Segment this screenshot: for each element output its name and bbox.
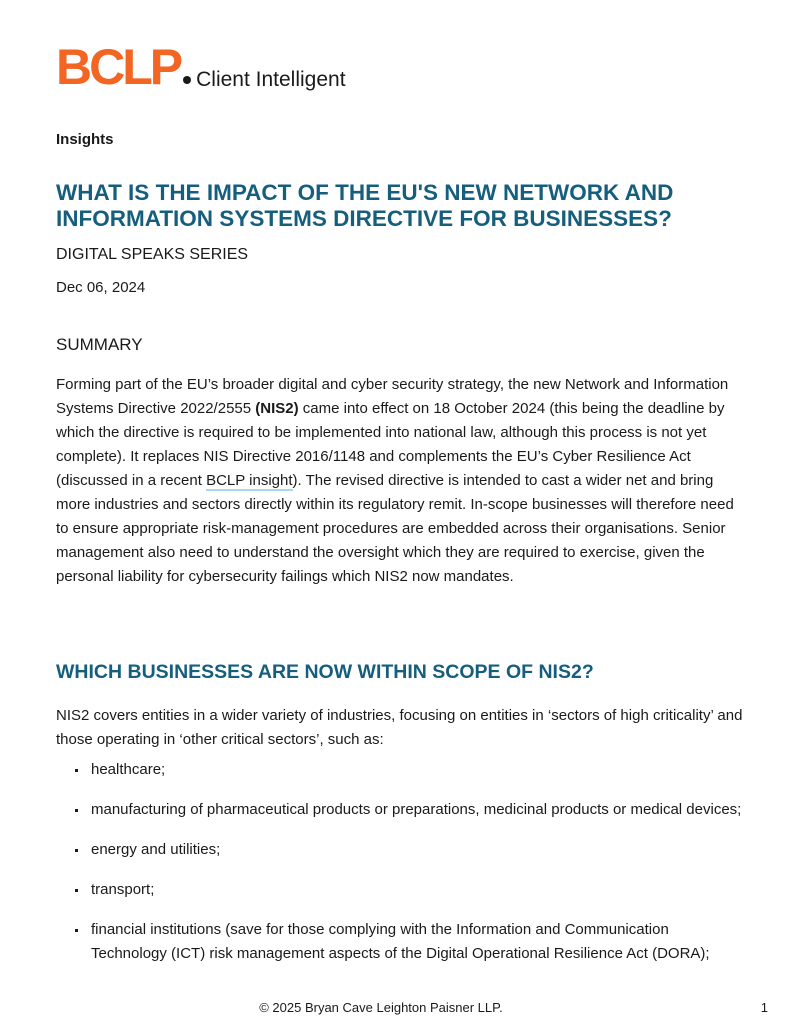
bullet-icon bbox=[75, 849, 78, 852]
list-item bbox=[56, 798, 746, 822]
sector-list bbox=[56, 758, 746, 982]
list-item-text: transport; bbox=[91, 881, 155, 898]
logo-dot-icon bbox=[183, 76, 191, 84]
summary-text-3: ). The revised directive is intended to cast a wider net and bring more industries and sectors directly within its regulatory remit. In-scope businesses will therefore need to ensure appropriate risk-management procedures are embedded across their organisations. Senior management also need to understand the oversight which they are required to exercise, given the personal liability for cybersecurity failings which NIS2 now mandates. bbox=[56, 472, 734, 585]
logo-mark: BCLP bbox=[56, 39, 181, 95]
page-number: 1 bbox=[760, 1000, 768, 1015]
eyebrow-label: Insights bbox=[56, 131, 114, 148]
bullet-icon bbox=[75, 889, 78, 892]
list-item bbox=[56, 838, 746, 862]
list-item-text: healthcare; bbox=[91, 761, 166, 778]
page-title: WHAT IS THE IMPACT OF THE EU'S NEW NETWORK AND INFORMATION SYSTEMS DIRECTIVE FOR BUSINESSES? bbox=[56, 180, 674, 231]
summary-bold-term: (NIS2) bbox=[255, 400, 299, 417]
summary-text-1: Forming part of the EU’s broader digital and cyber security strategy, the new Network and Information Systems Directive 2022/2555 bbox=[56, 376, 729, 417]
publish-date: Dec 06, 2024 bbox=[56, 279, 146, 296]
bclp-logo bbox=[56, 39, 346, 95]
summary-paragraph bbox=[56, 373, 746, 589]
summary-text-2: came into effect on 18 October 2024 (this being the deadline by which the directive is required to be implemented into national law, although this process is not yet complete). It replaces NIS Directive 2016/1148 and complements the EU’s Cyber Resilience Act (discussed in a recent bbox=[56, 400, 725, 489]
bullet-icon bbox=[75, 769, 78, 772]
footer-copyright: © 2025 Bryan Cave Leighton Paisner LLP. bbox=[259, 1000, 503, 1015]
list-item-text: energy and utilities; bbox=[91, 841, 221, 858]
summary-heading: SUMMARY bbox=[56, 335, 143, 354]
list-item bbox=[56, 878, 746, 902]
logo-tagline: Client Intelligent bbox=[196, 68, 346, 91]
list-item-text: financial institutions (save for those complying with the Information and Communication Technology (ICT) risk management aspects of the Digital Operational Resilience Act (DORA); bbox=[91, 921, 710, 962]
bullet-icon bbox=[75, 929, 78, 932]
scope-intro: NIS2 covers entities in a wider variety of industries, focusing on entities in ‘sectors of high criticality’ and those operating in ‘other critical sectors’, such as: bbox=[56, 707, 743, 748]
scope-heading: WHICH BUSINESSES ARE NOW WITHIN SCOPE OF NIS2? bbox=[56, 661, 594, 683]
list-item bbox=[56, 758, 746, 782]
list-item bbox=[56, 918, 746, 966]
bclp-insight-link[interactable]: BCLP insight bbox=[206, 472, 293, 489]
series-label: DIGITAL SPEAKS SERIES bbox=[56, 246, 249, 263]
bullet-icon bbox=[75, 809, 78, 812]
list-item-text: manufacturing of pharmaceutical products or preparations, medicinal products or medical devices; bbox=[91, 801, 742, 818]
